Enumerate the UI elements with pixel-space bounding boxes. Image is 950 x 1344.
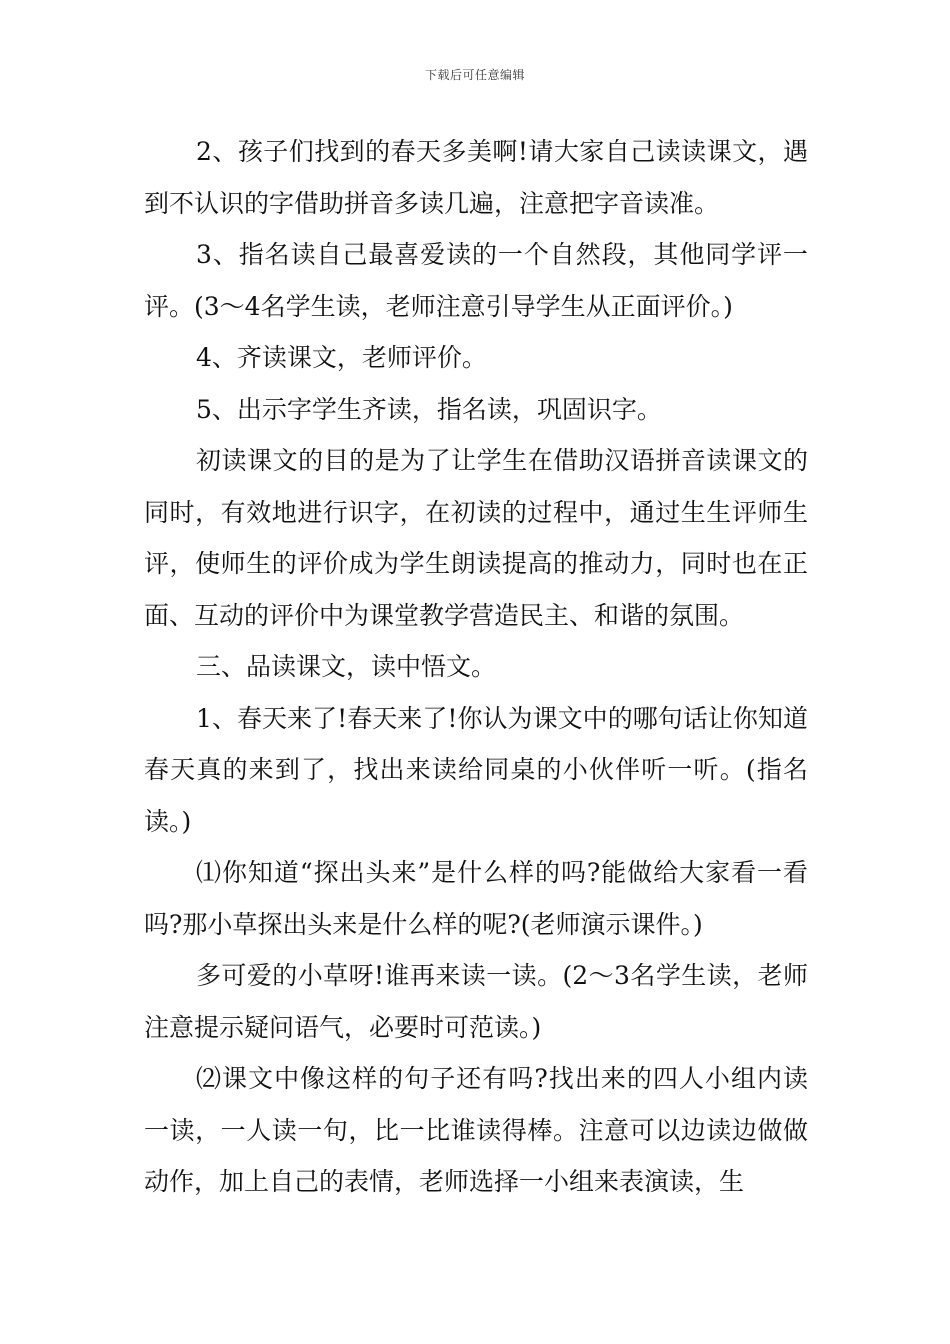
paragraph-question-1: 1、春天来了!春天来了!你认为课文中的哪句话让你知道春天真的来到了，找出来读给同桌的小伙伴听一听。(指名读。) <box>144 703 808 836</box>
paragraph-commentary: 初读课文的目的是为了让学生在借助汉语拼音读课文的同时，有效地进行识字，在初读的过程中，通过生生评师生评，使师生的评价成为学生朗读提高的推动力，同时也在正面、互动的评价中为课堂教学营造民主、和谐的氛围。 <box>144 446 808 630</box>
document-body <box>144 126 808 1208</box>
paragraph-step-4: 4、齐读课文，老师评价。 <box>196 343 487 372</box>
paragraph-step-3: 3、指名读自己最喜爱读的一个自然段，其他同学评一评。(3～4名学生读，老师注意引导学生从正面评价。) <box>144 240 808 321</box>
paragraph-subquestion-2: ⑵课文中像这样的句子还有吗?找出来的四人小组内读一读，一人读一句，比一比谁读得棒。注意可以边读边做做动作，加上自己的表情，老师选择一小组来表演读，生 <box>144 1064 808 1196</box>
paragraph-read-again: 多可爱的小草呀!谁再来读一读。(2～3名学生读，老师注意提示疑问语气，必要时可范读。) <box>144 961 808 1042</box>
paragraph-step-5: 5、出示字学生齐读，指名读，巩固识字。 <box>196 394 662 424</box>
paragraph-step-2: 2、孩子们找到的春天多美啊!请大家自己读读课文，遇到不认识的字借助拼音多读几遍，注意把字音读准。 <box>144 137 808 218</box>
paragraph-subquestion-1: ⑴你知道“探出头来”是什么样的吗?能做给大家看一看吗?那小草探出头来是什么样的呢?(老师演示课件。) <box>144 858 808 939</box>
page-header: 下载后可任意编辑 <box>424 68 525 82</box>
section-heading-3: 三、品读课文，读中悟文。 <box>196 652 497 681</box>
